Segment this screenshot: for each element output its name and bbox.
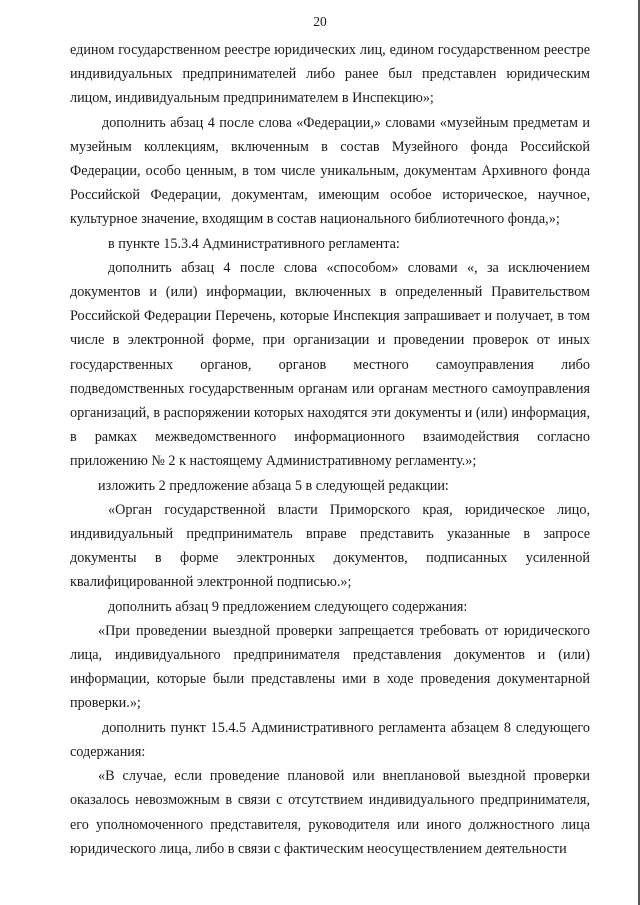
paragraph-amend-sposobom: дополнить абзац 4 после слова «способом» словами «, за исключением документов и (или) информации, включенных в определенный Правительством Российской Федерации Перечень, которые Инспекция запрашивает и получает, в том числе в электронной форме, при организации и проведении проверок от иных государственных органов, органов местного самоуправления либо подведомственных государственным органам или органам местного самоуправления организаций, в распоряжении которых находятся эти документы и (или) информация, в рамках межведомственного информационного взаимодействия согласно приложению № 2 к настоящему Административному регламенту.»; bbox=[70, 259, 590, 470]
paragraph-continuation: едином государственном реестре юридических лиц, едином государственном реестре индивидуальных предпринимателей либо ранее был представлен юридическим лицом, индивидуальным предпринимателем в Инспекцию»; bbox=[70, 42, 590, 107]
paragraph-abzac-8-quote: «В случае, если проведение плановой или внеплановой выездной проверки оказалось невозможным в связи с отсутствием индивидуального предпринимателя, его уполномоченного представителя, руководителя или иного должностного лица юридического лица, либо в связи с фактическим неосуществлением деятельности bbox=[70, 768, 590, 857]
paragraph-abzac-9-quote: «При проведении выездной проверки запрещается требовать от юридического лица, индивидуального предпринимателя представления документов и (или) информации, которые были представлены ими в ходе проведения документарной проверки.»; bbox=[70, 622, 590, 712]
page-number: 20 bbox=[313, 14, 327, 29]
paragraph-abzac-5-quote: «Орган государственной власти Приморского края, юридическое лицо, индивидуальный предприниматель вправе представить указанные в запросе документы в форме электронных документов, подписанных усиленной квалифицированной электронной подписью.»; bbox=[70, 501, 590, 591]
document-body bbox=[70, 38, 590, 861]
paragraph-abzac-5-heading: изложить 2 предложение абзаца 5 в следующей редакции: bbox=[98, 477, 449, 494]
paragraph-punkt-15-3-4: в пункте 15.3.4 Административного регламента: bbox=[108, 235, 400, 252]
paragraph-amend-abzac-4: дополнить абзац 4 после слова «Федерации,» словами «музейным предметам и музейным коллекциям, включенным в состав Музейного фонда Российской Федерации, особо ценным, в том числе уникальным, документам Архивного фонда Российской Федерации, документам, имеющим особое историческое, научное, культурное значение, входящим в состав национального библиотечного фонда,»; bbox=[70, 114, 590, 228]
paragraph-abzac-9-heading: дополнить абзац 9 предложением следующего содержания: bbox=[108, 598, 468, 615]
paragraph-punkt-15-4-5: дополнить пункт 15.4.5 Административного регламента абзацем 8 следующего содержания: bbox=[70, 719, 590, 760]
